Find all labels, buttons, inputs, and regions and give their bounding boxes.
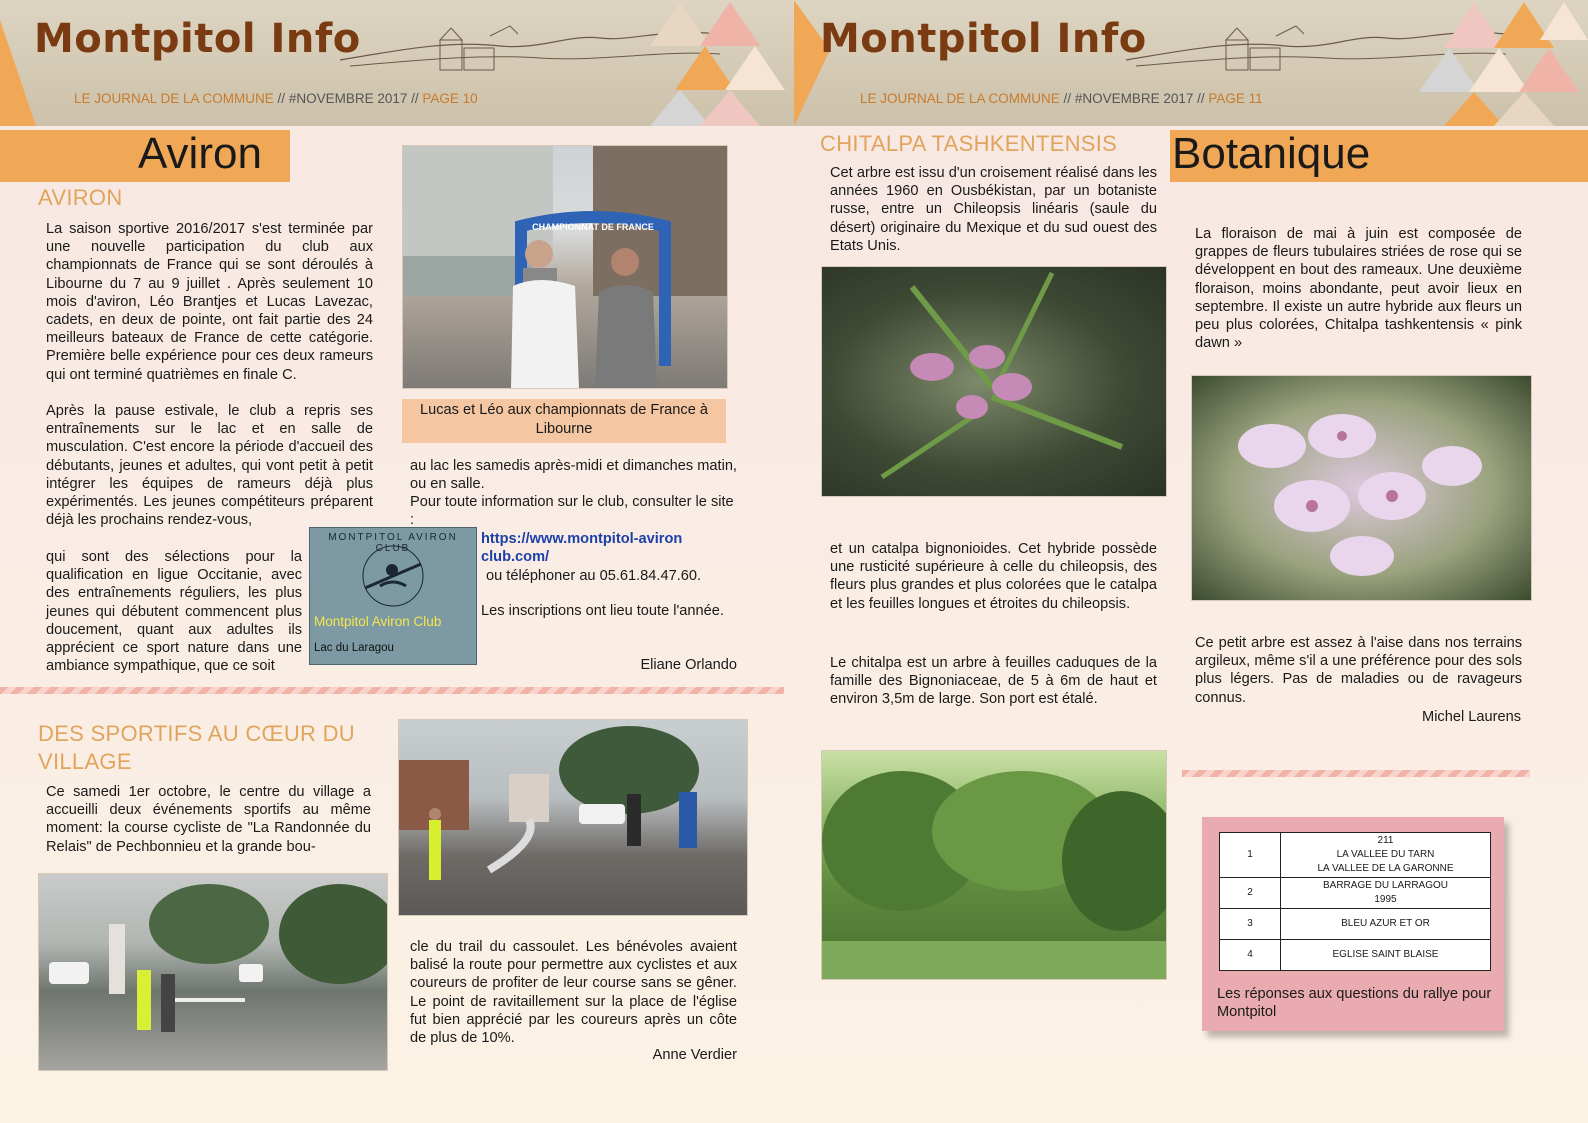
newsletter-logo: Montpitol Info xyxy=(820,16,1147,62)
table-row xyxy=(1220,833,1491,878)
table-row xyxy=(1220,909,1491,940)
rallye-question-number: 3 xyxy=(1220,909,1281,940)
race-street-illustration xyxy=(399,720,747,915)
meta-separator: // xyxy=(1059,91,1075,106)
rallye-answer-cell xyxy=(1281,909,1491,940)
issue-label: #NOVEMBRE 2017 xyxy=(288,91,408,106)
section-box-aviron xyxy=(0,130,290,182)
championship-photo-illustration xyxy=(403,146,727,388)
rallye-answer-line: BLEU AZUR ET OR xyxy=(1341,918,1430,929)
page-number: PAGE 10 xyxy=(422,91,478,106)
rallye-answer-line: 211 xyxy=(1377,835,1394,846)
sportifs-paragraph-1: Ce samedi 1er octobre, le centre du village a accueilli deux événements sportifs au même moment: la course cycliste de "La Randonnée du Relais" de Pechbonnieu et la grande bou- xyxy=(46,784,371,855)
club-logo-card xyxy=(309,527,477,665)
page-meta-line xyxy=(74,91,478,106)
rallye-answers-card xyxy=(1202,817,1504,1031)
aviron-paragraph-2b: qui sont des sélections pour la qualification en ligue Occitanie, avec des entraînements réguliers, les plus jeunes qui débutent commencent plus doucement, quant aux adultes ils apprécient ce sport nature dans une ambiance sympathique, que ce soit xyxy=(46,549,302,675)
pink-dawn-flowers-illustration xyxy=(1192,376,1531,600)
journal-name: LE JOURNAL DE LA COMMUNE xyxy=(860,91,1060,106)
chitalpa-tree-photo xyxy=(821,750,1167,980)
championship-photo xyxy=(402,145,728,389)
rallye-answer-cell xyxy=(1281,833,1491,878)
rallye-question-number: 1 xyxy=(1220,833,1281,878)
section-box-botanique xyxy=(1170,130,1588,182)
supply-point-illustration xyxy=(39,874,387,1070)
botanique-paragraph-2: Ce petit arbre est assez à l'aise dans nos terrains argileux, même s'il a une préférence pour des sols plus légers. Pas de maladies ou de ravageurs connus. xyxy=(1195,635,1522,706)
section-divider-band xyxy=(1182,770,1530,777)
rallye-caption: Les réponses aux questions du rallye pour Montpitol xyxy=(1217,986,1492,1021)
club-name: Montpitol Aviron Club xyxy=(314,614,442,629)
chitalpa-title: CHITALPA TASHKENTENSIS xyxy=(820,131,1118,156)
rallye-answer-line: 1995 xyxy=(1374,894,1397,905)
chitalpa-flower-photo xyxy=(821,266,1167,497)
supply-point-photo xyxy=(38,873,388,1071)
page-header xyxy=(794,0,1588,126)
chitalpa-flower-illustration xyxy=(822,267,1166,496)
botanique-signature: Michel Laurens xyxy=(1422,709,1521,725)
page-meta-line xyxy=(860,91,1263,106)
table-row xyxy=(1220,940,1491,971)
rallye-answer-cell xyxy=(1281,940,1491,971)
aviron-title: AVIRON xyxy=(38,185,123,210)
meta-separator: // xyxy=(273,91,289,106)
pink-dawn-flowers-photo xyxy=(1191,375,1532,601)
aviron-paragraph-6: Les inscriptions ont lieu toute l'année. xyxy=(481,603,724,619)
meta-separator: // xyxy=(1193,91,1209,106)
rallye-answers-table xyxy=(1219,832,1491,971)
newsletter-logo: Montpitol Info xyxy=(34,16,361,62)
sportifs-signature: Anne Verdier xyxy=(652,1047,737,1063)
botanique-paragraph-1: La floraison de mai à juin est composée de grappes de fleurs tubulaires striées de rose qui se développent en bout des rameaux. Une deuxième floraison, moins abondante, peut avoir lieux en septembre. Il existe un autre hybride aux fleurs un peu plus colorées, Chitalpa tashkentensis « pink dawn » xyxy=(1195,226,1522,352)
aviron-paragraph-2: Après la pause estivale, le club a repris ses entraînements sur le lac et en salle de musculation. C'est encore la période d'accueil des débutants, jeunes et adultes, qui vont petit à petit intégrer les équipes de rameurs déjà plus expérimentés. Les jeunes compétiteurs préparent déjà les prochains rendez-vous, xyxy=(46,403,373,529)
rallye-question-number: 2 xyxy=(1220,878,1281,909)
race-street-photo xyxy=(398,719,748,916)
page-11 xyxy=(794,0,1588,1123)
rallye-answer-cell xyxy=(1281,878,1491,909)
rallye-question-number: 4 xyxy=(1220,940,1281,971)
triangle-pattern-decoration xyxy=(650,0,794,126)
page-header xyxy=(0,0,794,126)
issue-label: #NOVEMBRE 2017 xyxy=(1074,91,1194,106)
aviron-paragraph-3: au lac les samedis après-midi et dimanches matin, ou en salle. xyxy=(410,458,737,493)
club-logo-arc-text: MONTPITOL AVIRON CLUB xyxy=(328,532,458,554)
rallye-answer-line: BARRAGE DU LARRAGOU xyxy=(1322,880,1449,891)
aviron-signature: Eliane Orlando xyxy=(640,657,737,673)
section-box-label: Aviron xyxy=(138,129,262,178)
photo-banner-text: CHAMPIONNAT DE FRANCE xyxy=(532,222,654,232)
journal-name: LE JOURNAL DE LA COMMUNE xyxy=(74,91,274,106)
meta-separator: // xyxy=(407,91,423,106)
rallye-answer-line: LA VALLEE DU TARN xyxy=(1336,849,1435,860)
section-divider-band xyxy=(0,687,784,694)
chitalpa-paragraph-2: et un catalpa bignonioides. Cet hybride possède une rusticité supérieure à celle du chileopsis, des fleurs plus grandes et plus colorées que le catalpa et les feuilles longues et étroites du chileopsis. xyxy=(830,541,1157,612)
sportifs-title: DES SPORTIFS AU CŒUR DU VILLAGE xyxy=(38,721,355,774)
aviron-paragraph-1: La saison sportive 2016/2017 s'est terminée par une nouvelle participation du club aux championnats de France qui se sont déroulés à Libourne du 7 au 9 juillet . Après seulement 10 mois d'aviron, Léo Brantjes et Lucas Lavezac, cadets, en deux de pointe, ont fait partie des 24 meilleurs bateaux de France de cette catégorie. Première belle expérience pour ces deux rameurs qui ont terminé quatrièmes en finale C. xyxy=(46,221,373,383)
chitalpa-paragraph-3: Le chitalpa est un arbre à feuilles caduques de la famille des Bignoniaceae, de 5 à 6m de haut et environ 3,5m de large. Son port est étalé. xyxy=(830,655,1157,708)
aviron-paragraph-5: ou téléphoner au 05.61.84.47.60. xyxy=(486,568,702,584)
page-number: PAGE 11 xyxy=(1208,91,1263,106)
club-website-link[interactable]: https://www.montpitol-aviron club.com/ xyxy=(481,531,683,566)
rallye-answer-line: EGLISE SAINT BLAISE xyxy=(1332,949,1439,960)
aviron-paragraph-4: Pour toute information sur le club, consulter le site : xyxy=(410,494,734,529)
rallye-answer-line: LA VALLEE DE LA GARONNE xyxy=(1317,863,1454,874)
sportifs-paragraph-2: cle du trail du cassoulet. Les bénévoles avaient balisé la route pour permettre aux cyclistes et aux coureurs de profiter de leur course sans se gêner. Le point de ravitaillement sur la place de l'église fut bien apprécié par les coureurs après un côte de plus de 10%. xyxy=(410,939,737,1047)
chitalpa-tree-illustration xyxy=(822,751,1166,979)
chitalpa-paragraph-1: Cet arbre est issu d'un croisement réalisé dans les années 1960 en Ousbékistan, par un botaniste russe, entre un Chileopsis linéaris (saule du désert) originaire du Mexique et du sud ouest des Etats Unis. xyxy=(830,165,1157,254)
triangle-pattern-decoration xyxy=(1414,0,1588,126)
club-place: Lac du Laragou xyxy=(314,642,394,654)
table-row xyxy=(1220,878,1491,909)
photo-caption: Lucas et Léo aux championnats de France à Libourne xyxy=(402,399,726,443)
section-box-label: Botanique xyxy=(1172,129,1371,178)
